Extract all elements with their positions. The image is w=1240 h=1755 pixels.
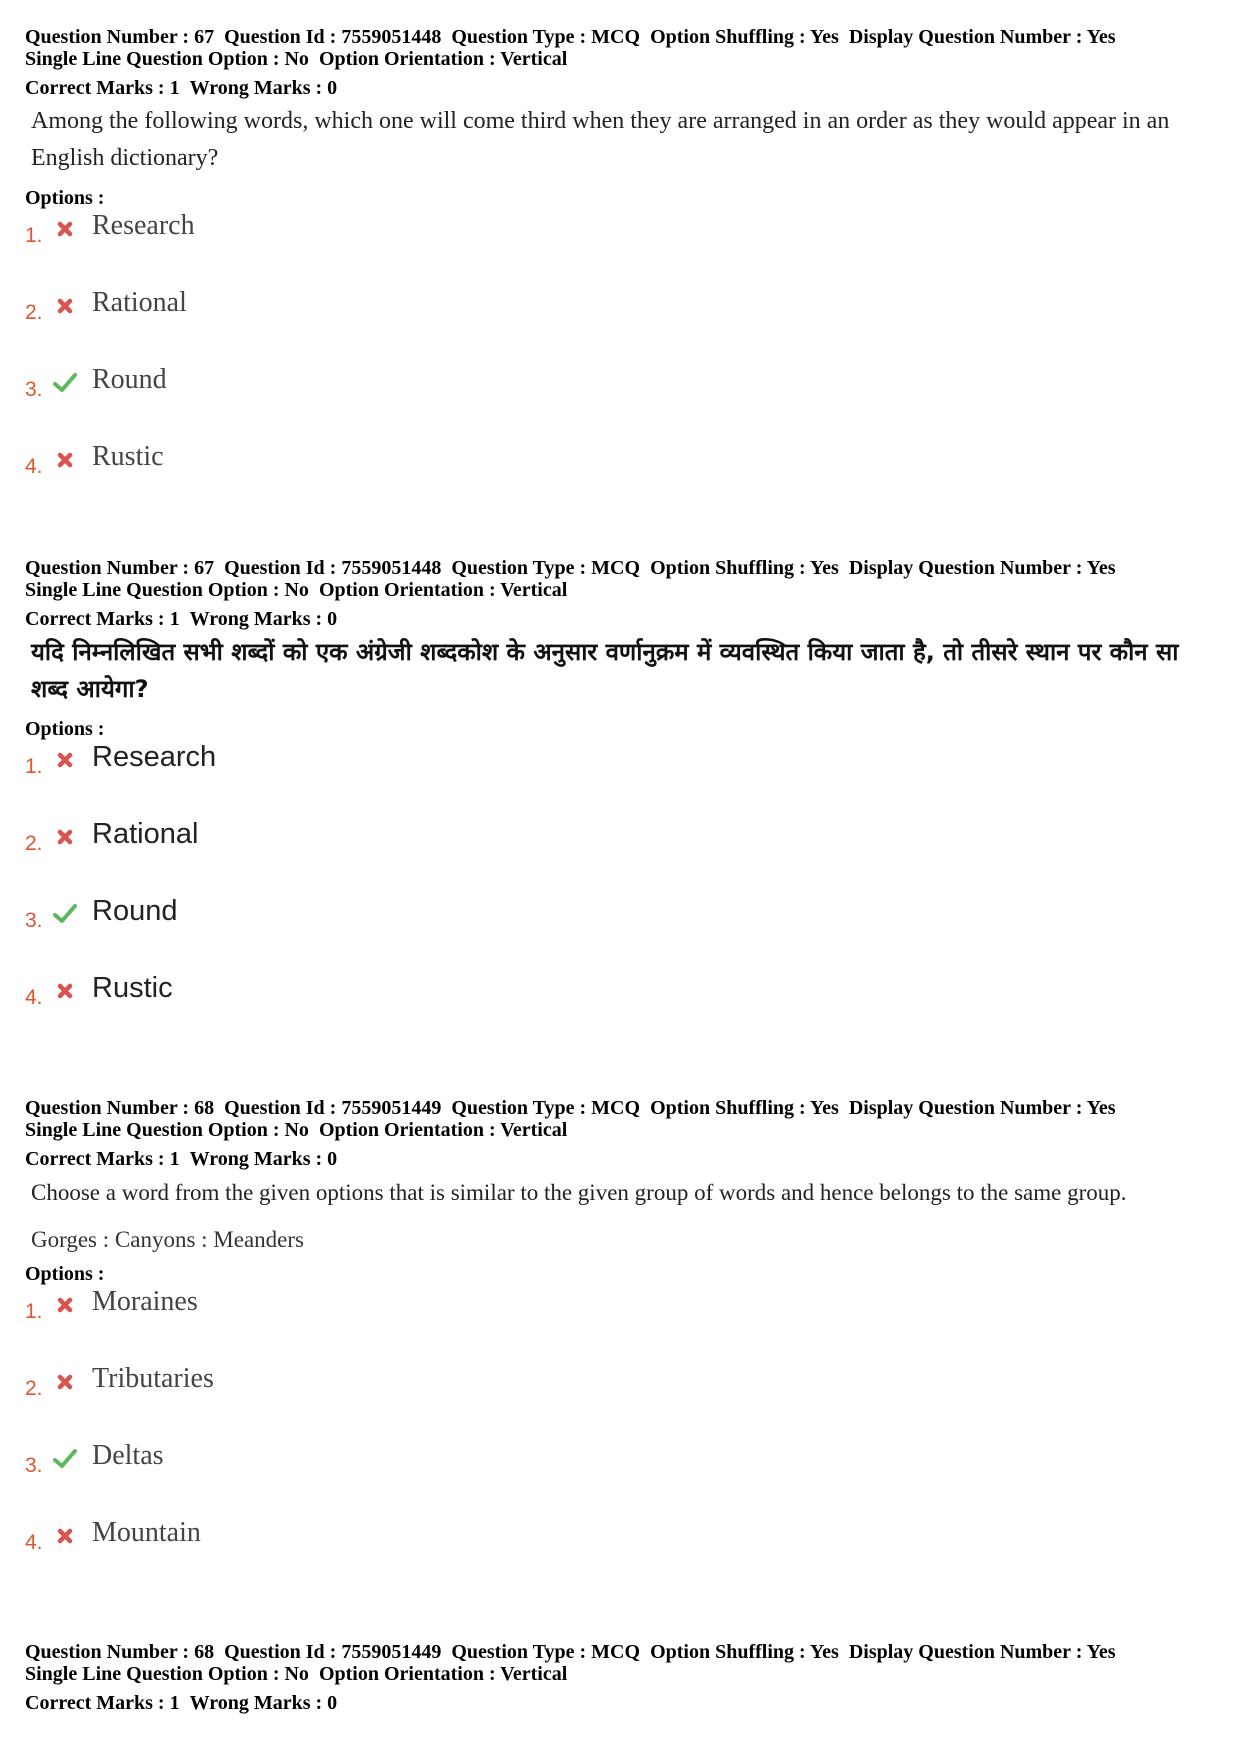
question-number: Question Number : 68 bbox=[25, 1641, 215, 1663]
option-item bbox=[25, 287, 1225, 364]
display-question-number: Display Question Number : Yes bbox=[848, 1097, 1116, 1119]
correct-marks: Correct Marks : 1 bbox=[25, 1692, 180, 1714]
correct-marks: Correct Marks : 1 bbox=[25, 1148, 180, 1170]
options-list bbox=[25, 741, 1225, 1049]
option-shuffling: Option Shuffling : Yes bbox=[650, 1641, 839, 1663]
option-text: Mountain bbox=[92, 1517, 201, 1548]
option-number: 3. bbox=[25, 378, 43, 401]
option-number: 3. bbox=[25, 1454, 43, 1477]
option-orientation: Option Orientation : Vertical bbox=[318, 579, 568, 601]
wrong-cross-icon bbox=[52, 447, 78, 473]
wrong-marks: Wrong Marks : 0 bbox=[189, 608, 338, 630]
marks-line bbox=[25, 77, 1225, 99]
option-number: 4. bbox=[25, 986, 43, 1009]
option-item bbox=[25, 364, 1225, 441]
question-id: Question Id : 7559051449 bbox=[224, 1641, 442, 1663]
option-number: 2. bbox=[25, 301, 43, 324]
options-label: Options : bbox=[25, 187, 105, 209]
option-text: Deltas bbox=[92, 1440, 164, 1471]
single-line-option: Single Line Question Option : No bbox=[25, 48, 309, 70]
question-type: Question Type : MCQ bbox=[451, 1097, 641, 1119]
option-item bbox=[25, 210, 1225, 287]
wrong-cross-icon bbox=[52, 216, 78, 242]
correct-check-icon bbox=[52, 370, 78, 396]
option-text: Research bbox=[92, 210, 195, 241]
correct-marks: Correct Marks : 1 bbox=[25, 77, 180, 99]
question-word-group: Gorges : Canyons : Meanders bbox=[31, 1227, 304, 1252]
wrong-cross-icon bbox=[52, 1292, 78, 1318]
display-question-number: Display Question Number : Yes bbox=[848, 557, 1116, 579]
option-item bbox=[25, 1440, 1225, 1517]
option-number: 1. bbox=[25, 224, 43, 247]
option-text: Tributaries bbox=[92, 1363, 214, 1394]
question-meta-line-1 bbox=[25, 1097, 1225, 1119]
display-question-number: Display Question Number : Yes bbox=[848, 26, 1116, 48]
option-text: Round bbox=[92, 364, 167, 395]
correct-check-icon bbox=[52, 1446, 78, 1472]
option-shuffling: Option Shuffling : Yes bbox=[650, 1097, 839, 1119]
single-line-option: Single Line Question Option : No bbox=[25, 579, 309, 601]
wrong-marks: Wrong Marks : 0 bbox=[189, 1692, 338, 1714]
option-number: 2. bbox=[25, 1377, 43, 1400]
wrong-marks: Wrong Marks : 0 bbox=[189, 77, 338, 99]
question-meta-line-2 bbox=[25, 579, 1225, 601]
options-list bbox=[25, 210, 1225, 518]
question-block bbox=[25, 557, 1225, 1049]
option-number: 4. bbox=[25, 1531, 43, 1554]
option-shuffling: Option Shuffling : Yes bbox=[650, 557, 839, 579]
single-line-option: Single Line Question Option : No bbox=[25, 1663, 309, 1685]
option-item bbox=[25, 441, 1225, 518]
option-number: 3. bbox=[25, 909, 43, 932]
question-block bbox=[25, 1097, 1225, 1594]
display-question-number: Display Question Number : Yes bbox=[848, 1641, 1116, 1663]
question-type: Question Type : MCQ bbox=[451, 26, 641, 48]
question-number: Question Number : 67 bbox=[25, 557, 215, 579]
question-id: Question Id : 7559051449 bbox=[224, 1097, 442, 1119]
wrong-cross-icon bbox=[52, 1369, 78, 1395]
options-list bbox=[25, 1286, 1225, 1594]
question-text: यदि निम्नलिखित सभी शब्दों को एक अंग्रेजी शब्दकोश के अनुसार वर्णानुक्रम में व्यवस्थित किया जाता है, तो तीसरे स्थान पर कौन सा शब्द आयेगा? bbox=[31, 638, 1179, 703]
option-shuffling: Option Shuffling : Yes bbox=[650, 26, 839, 48]
marks-line bbox=[25, 1692, 1225, 1714]
option-item bbox=[25, 1286, 1225, 1363]
question-meta-line-2 bbox=[25, 1119, 1225, 1141]
option-text: Round bbox=[92, 895, 178, 927]
option-text: Rustic bbox=[92, 441, 164, 472]
question-block bbox=[25, 26, 1225, 518]
question-text: Choose a word from the given options that is similar to the given group of words and hence belongs to the same group. bbox=[31, 1180, 1127, 1205]
option-text: Moraines bbox=[92, 1286, 198, 1317]
question-id: Question Id : 7559051448 bbox=[224, 557, 442, 579]
option-text: Rational bbox=[92, 818, 199, 850]
wrong-cross-icon bbox=[52, 293, 78, 319]
wrong-marks: Wrong Marks : 0 bbox=[189, 1148, 338, 1170]
wrong-cross-icon bbox=[52, 747, 78, 773]
option-text: Research bbox=[92, 741, 217, 773]
option-item bbox=[25, 741, 1225, 818]
option-number: 1. bbox=[25, 755, 43, 778]
option-item bbox=[25, 1363, 1225, 1440]
option-number: 4. bbox=[25, 455, 43, 478]
question-id: Question Id : 7559051448 bbox=[224, 26, 442, 48]
wrong-cross-icon bbox=[52, 978, 78, 1004]
marks-line bbox=[25, 1148, 1225, 1170]
option-item bbox=[25, 818, 1225, 895]
question-meta-line-1 bbox=[25, 1641, 1225, 1663]
option-text: Rustic bbox=[92, 972, 173, 1004]
option-number: 2. bbox=[25, 832, 43, 855]
option-number: 1. bbox=[25, 1300, 43, 1323]
question-number: Question Number : 68 bbox=[25, 1097, 215, 1119]
options-label: Options : bbox=[25, 1263, 105, 1285]
question-type: Question Type : MCQ bbox=[451, 557, 641, 579]
option-text: Rational bbox=[92, 287, 187, 318]
option-orientation: Option Orientation : Vertical bbox=[318, 48, 568, 70]
question-meta-line-2 bbox=[25, 48, 1225, 70]
question-text: Among the following words, which one will come third when they are arranged in an order as they would appear in an English dictionary? bbox=[31, 108, 1170, 171]
option-orientation: Option Orientation : Vertical bbox=[318, 1663, 568, 1685]
question-meta-line-2 bbox=[25, 1663, 1225, 1685]
options-label: Options : bbox=[25, 718, 105, 740]
question-type: Question Type : MCQ bbox=[451, 1641, 641, 1663]
question-block bbox=[25, 1641, 1225, 1714]
marks-line bbox=[25, 608, 1225, 630]
option-item bbox=[25, 972, 1225, 1049]
wrong-cross-icon bbox=[52, 1523, 78, 1549]
option-item bbox=[25, 1517, 1225, 1594]
single-line-option: Single Line Question Option : No bbox=[25, 1119, 309, 1141]
question-meta-line-1 bbox=[25, 26, 1225, 48]
option-orientation: Option Orientation : Vertical bbox=[318, 1119, 568, 1141]
option-item bbox=[25, 895, 1225, 972]
correct-marks: Correct Marks : 1 bbox=[25, 608, 180, 630]
correct-check-icon bbox=[52, 901, 78, 927]
question-number: Question Number : 67 bbox=[25, 26, 215, 48]
wrong-cross-icon bbox=[52, 824, 78, 850]
question-meta-line-1 bbox=[25, 557, 1225, 579]
